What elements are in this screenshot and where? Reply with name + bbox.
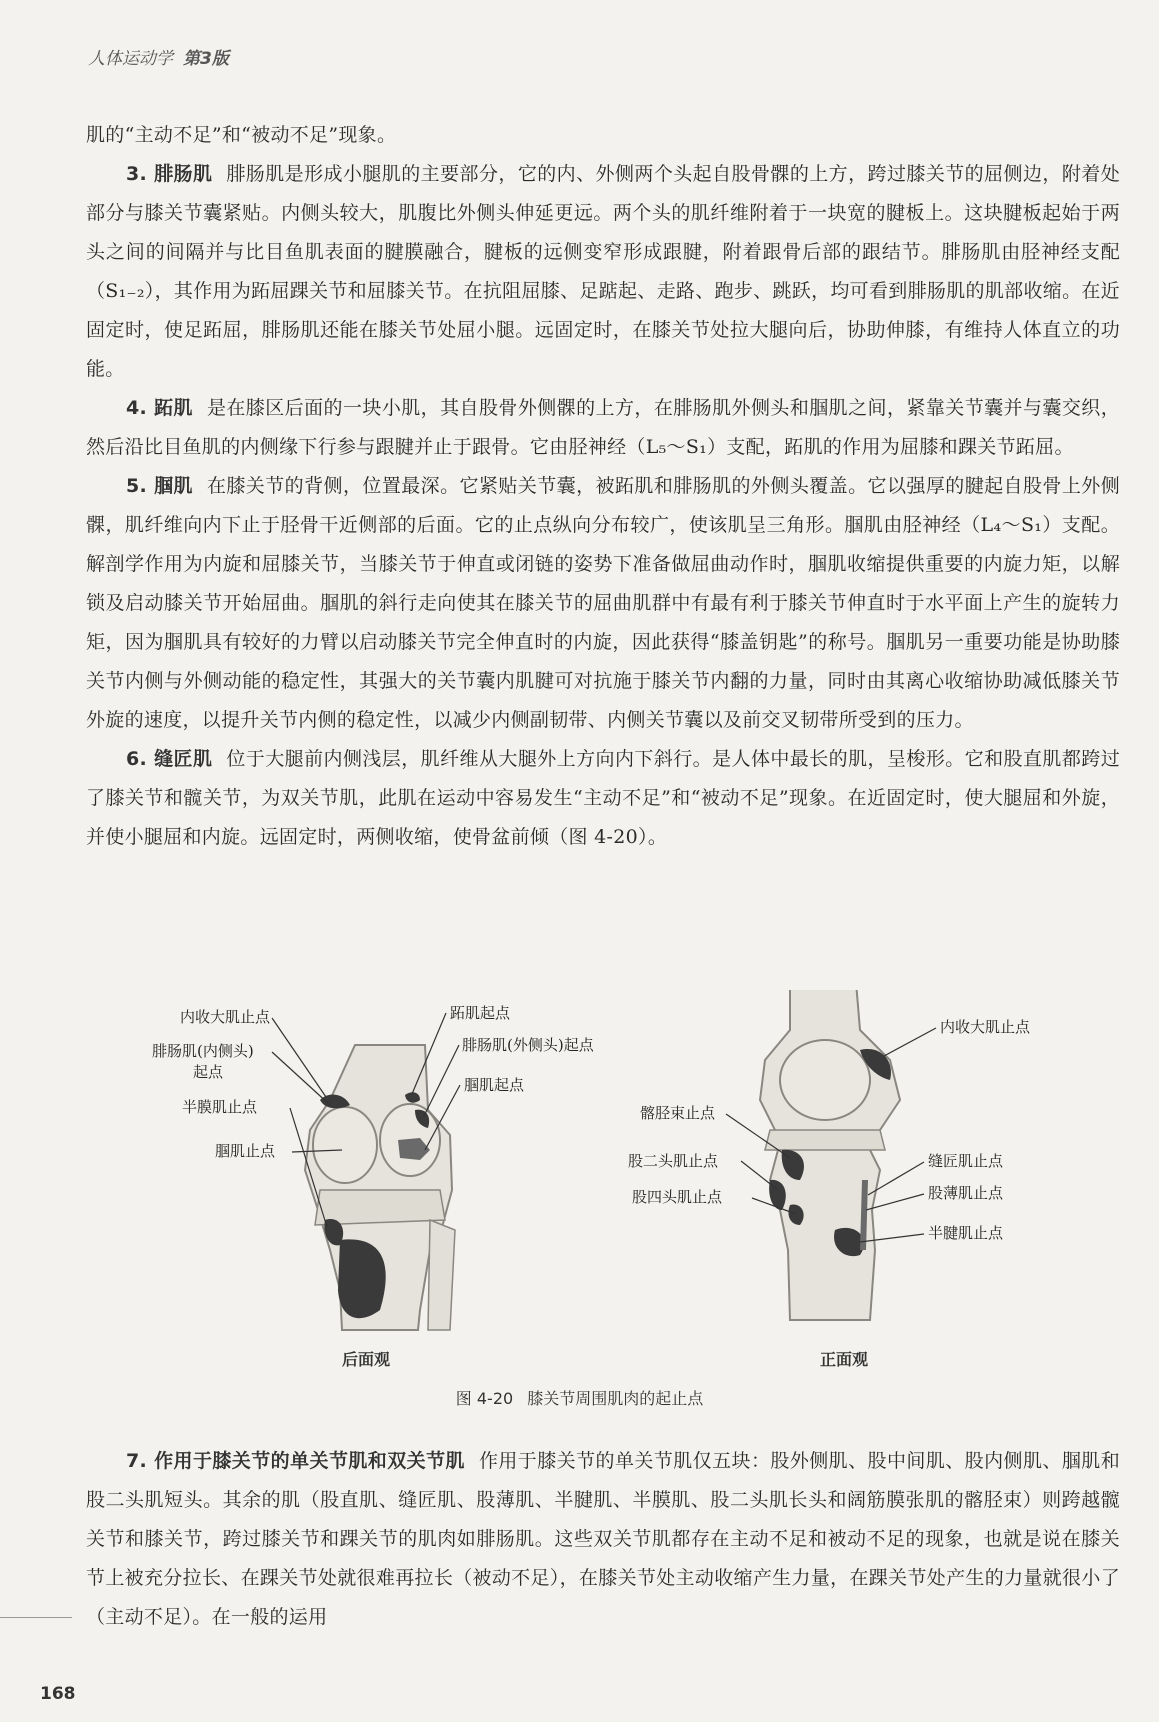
section-heading: 7. 作用于膝关节的单关节肌和双关节肌 [126,1450,465,1472]
footer-rule [0,1617,72,1618]
figure-number: 图 4-20 [455,1389,514,1408]
label-adductor-magnus-anterior: 内收大肌止点 [940,1018,1031,1036]
posterior-knee-drawing [305,1045,455,1330]
paragraph-popliteus: 5. 腘肌 在膝关节的背侧，位置最深。它紧贴关节囊，被跖肌和腓肠肌的外侧头覆盖。它以强厚的腱起自股骨上外侧髁，肌纤维向内下止于胫骨干近侧部的后面。它的止点纵向分布较广，使该肌呈三角形。腘肌由胫神经（L₄～S₁）支配。解剖学作用为内旋和屈膝关节，当膝关节于伸直或闭链的姿势下准备做屈曲动作时，腘肌收缩提供重要的内旋力矩，以解锁及启动膝关节开始屈曲。腘肌的斜行走向使其在膝关节的屈曲肌群中有最有利于膝关节伸直时于水平面上产生的旋转力矩，因为腘肌具有较好的力臂以启动膝关节完全伸直时的内旋，因此获得“膝盖钥匙”的称号。腘肌另一重要功能是协助膝关节内侧与外侧动能的稳定性，其强大的关节囊内肌腱可对抗施于膝关节内翻的力量，同时由其离心收缩协助减低膝关节外旋的速度，以提升关节内侧的稳定性，以减少内侧副韧带、内侧关节囊以及前交叉韧带所受到的压力。 [86,475,1120,731]
book-title: 人体运动学 [88,49,173,69]
label-gastroc-medial: 腓肠肌(内侧头) [152,1042,254,1060]
section-heading: 3. 腓肠肌 [126,163,213,185]
figure-title: 膝关节周围肌肉的起止点 [527,1389,704,1408]
body-text-bottom [86,1442,1120,1637]
view-label-posterior: 后面观 [342,1350,391,1369]
paragraph-single-double-joint: 7. 作用于膝关节的单关节肌和双关节肌 作用于膝关节的单关节肌仅五块：股外侧肌、股中间肌、股内侧肌、腘肌和股二头肌短头。其余的肌（股直肌、缝匠肌、股薄肌、半腱肌、半膜肌、股二头肌长头和阔筋膜张肌的髂胫束）则跨越髋关节和膝关节，跨过膝关节和踝关节的肌肉如腓肠肌。这些双关节肌都存在主动不足和被动不足的现象，也就是说在膝关节上被充分拉长、在踝关节处就很难再拉长（被动不足），在膝关节处主动收缩产生力量，在踝关节处产生的力量就很小了（主动不足）。在一般的运用 [86,1450,1120,1628]
label-popliteus-origin: 腘肌起点 [464,1076,525,1094]
edition: 第3版 [183,49,229,69]
label-quadriceps: 股四头肌止点 [632,1188,723,1206]
section-heading: 5. 腘肌 [126,475,193,497]
running-head [88,44,229,69]
paragraph-sartorius: 6. 缝匠肌 位于大腿前内侧浅层，肌纤维从大腿外上方向内下斜行。是人体中最长的肌，呈梭形。它和股直肌都跨过了膝关节和髋关节，为双关节肌，此肌在运动中容易发生“主动不足”和“被动不足”现象。在近固定时，使大腿屈和外旋，并使小腿屈和内旋。远固定时，两侧收缩，使骨盆前倾（图 4-20）。 [86,748,1120,848]
paragraph-plantaris: 4. 跖肌 是在膝区后面的一块小肌，其自股骨外侧髁的上方，在腓肠肌外侧头和腘肌之间，紧靠关节囊并与囊交织，然后沿比目鱼肌的内侧缘下行参与跟腱并止于跟骨。它由胫神经（L₅～S₁）支配，跖肌的作用为屈膝和踝关节跖屈。 [86,397,1120,458]
figure-caption [0,1386,1159,1409]
label-gastroc-lateral: 腓肠肌(外侧头)起点 [462,1036,594,1054]
page-number: 168 [40,1684,76,1704]
section-heading: 4. 跖肌 [126,397,193,419]
section-heading: 6. 缝匠肌 [126,748,213,770]
label-sartorius: 缝匠肌止点 [928,1152,1004,1170]
label-iliotibial: 髂胫束止点 [640,1104,716,1122]
label-plantaris-origin: 跖肌起点 [450,1004,511,1022]
figure-knee-attachments [0,990,1159,1410]
paragraph-continuation: 肌的“主动不足”和“被动不足”现象。 [86,124,397,146]
body-text-top [86,116,1120,857]
label-gracilis: 股薄肌止点 [928,1184,1004,1202]
paragraph-gastrocnemius: 3. 腓肠肌 腓肠肌是形成小腿肌的主要部分，它的内、外侧两个头起自股骨髁的上方，跨过膝关节的屈侧边，附着处部分与膝关节囊紧贴。内侧头较大，肌腹比外侧头伸延更远。两个头的肌纤维附着于一块宽的腱板上。这块腱板起始于两头之间的间隔并与比目鱼肌表面的腱膜融合，腱板的远侧变窄形成跟腱，附着跟骨后部的跟结节。腓肠肌由胫神经支配（S₁₋₂），其作用为跖屈踝关节和屈膝关节。在抗阻屈膝、足踮起、走路、跑步、跳跃，均可看到腓肠肌的肌部收缩。在近固定时，使足跖屈，腓肠肌还能在膝关节处屈小腿。远固定时，在膝关节处拉大腿向后，协助伸膝，有维持人体直立的功能。 [86,163,1120,380]
label-popliteus-insert: 腘肌止点 [215,1142,276,1160]
label-adductor-magnus-posterior: 内收大肌止点 [180,1008,271,1026]
view-label-anterior: 正面观 [820,1350,869,1369]
anterior-knee-drawing [760,990,900,1320]
label-gastroc-medial-line2: 起点 [193,1063,224,1081]
label-semimembranosus: 半膜肌止点 [182,1098,258,1116]
label-semitendinosus: 半腱肌止点 [928,1224,1004,1242]
label-biceps: 股二头肌止点 [628,1152,719,1170]
